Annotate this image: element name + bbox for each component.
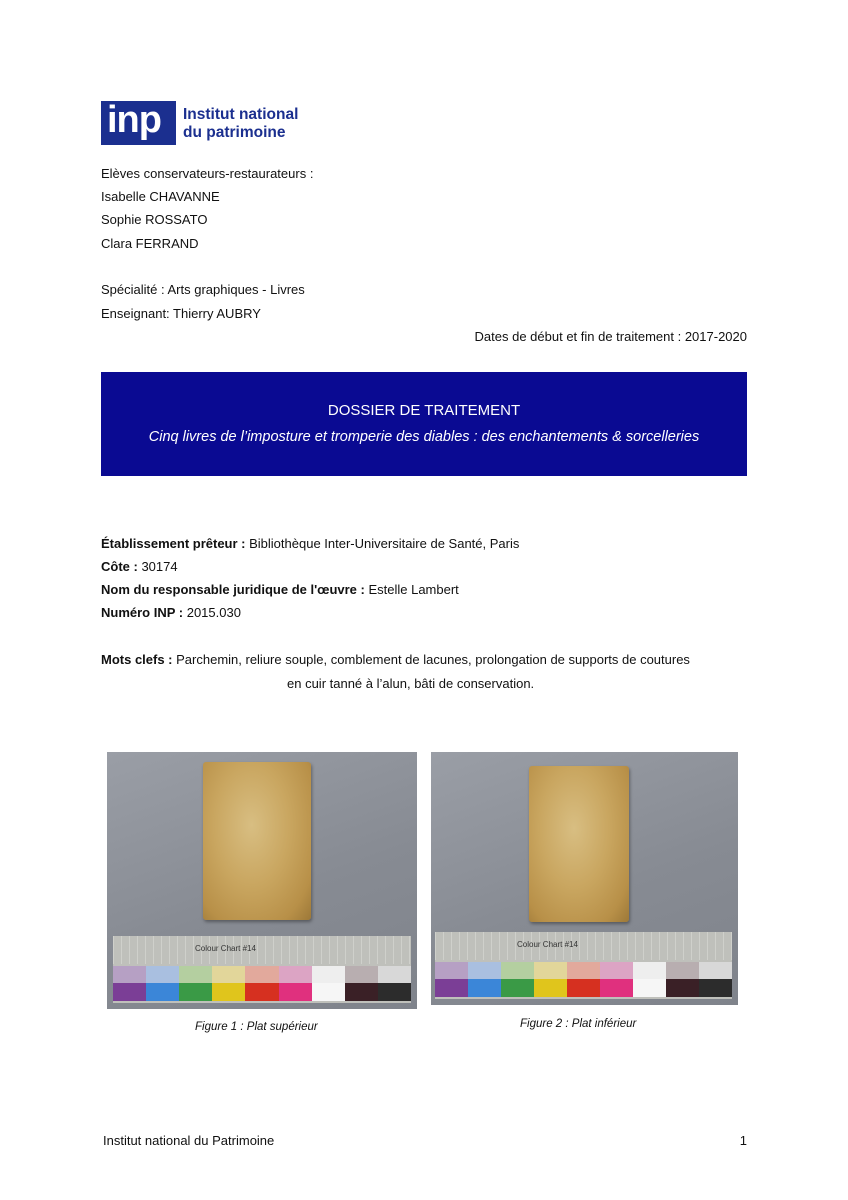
colour-swatch [567, 979, 600, 997]
students-heading: Elèves conservateurs-restaurateurs : [101, 166, 314, 181]
colour-swatch [378, 966, 411, 983]
title-banner [101, 372, 747, 476]
keywords-label: Mots clefs : [101, 652, 173, 667]
colour-swatch [633, 962, 666, 979]
colour-swatch [146, 966, 179, 983]
colour-swatch [245, 983, 278, 1001]
colour-swatch [435, 979, 468, 997]
student-name: Isabelle CHAVANNE [101, 189, 220, 204]
colour-swatch [312, 983, 345, 1001]
responsable-label: Nom du responsable juridique de l'œuvre : [101, 582, 365, 597]
logo-mark [101, 101, 176, 145]
logo-line-2: du patrimoine [183, 124, 286, 141]
page-number: 1 [739, 1133, 747, 1148]
book-cover-image [203, 762, 311, 920]
colour-swatch [534, 979, 567, 997]
colour-chart [435, 932, 732, 999]
info-cote [101, 559, 178, 575]
book-cover-image [529, 766, 629, 922]
colour-chart-label: Colour Chart #14 [195, 944, 256, 953]
logo-text [183, 106, 298, 142]
enseignant: Enseignant: Thierry AUBRY [101, 306, 261, 321]
colour-swatch [468, 962, 501, 979]
inp-label: Numéro INP : [101, 605, 184, 620]
colour-swatch [345, 966, 378, 983]
colour-swatch [312, 966, 345, 983]
swatch-row-top [435, 962, 732, 979]
colour-swatch [212, 966, 245, 983]
footer-institution: Institut national du Patrimoine [103, 1133, 275, 1148]
etablissement-value: Bibliothèque Inter-Universitaire de Santé, Paris [245, 536, 520, 551]
colour-swatch [279, 966, 312, 983]
student-name: Sophie ROSSATO [101, 212, 208, 227]
inp-logo [101, 101, 311, 147]
colour-chart-label: Colour Chart #14 [517, 940, 578, 949]
info-inp [101, 605, 241, 621]
colour-swatch [468, 979, 501, 997]
swatch-row-top [113, 966, 411, 983]
colour-swatch [212, 983, 245, 1001]
info-responsable [101, 582, 459, 598]
figure-1-caption: Figure 1 : Plat supérieur [195, 1021, 318, 1033]
banner-title: DOSSIER DE TRAITEMENT [327, 402, 521, 419]
figure-2-caption: Figure 2 : Plat inférieur [520, 1018, 637, 1030]
colour-swatch [113, 983, 146, 1001]
colour-swatch [600, 979, 633, 997]
etablissement-label: Établissement prêteur : [101, 536, 246, 551]
figure-1-photo [107, 752, 417, 1009]
treatment-dates: Dates de début et fin de traitement : 2017-2020 [474, 329, 747, 344]
colour-swatch [699, 962, 732, 979]
logo-acronym: inp [107, 99, 161, 141]
figure-2-photo [431, 752, 738, 1005]
colour-swatch [501, 962, 534, 979]
keywords-line-1 [101, 652, 690, 668]
cote-label: Côte : [101, 559, 138, 574]
inp-value: 2015.030 [183, 605, 241, 620]
colour-swatch [501, 979, 534, 997]
colour-swatch [146, 983, 179, 1001]
colour-swatch [245, 966, 278, 983]
colour-swatch [113, 966, 146, 983]
banner-subtitle: Cinq livres de l’imposture et tromperie des diables : des enchantements & sorcelleries [148, 429, 700, 445]
colour-swatch [279, 983, 312, 1001]
logo-line-1: Institut national [183, 106, 299, 123]
colour-swatch [600, 962, 633, 979]
cote-value: 30174 [137, 559, 178, 574]
specialite: Spécialité : Arts graphiques - Livres [101, 282, 305, 297]
colour-swatch [345, 983, 378, 1001]
keywords-line-2: en cuir tanné à l’alun, bâti de conservation. [287, 676, 535, 691]
student-name: Clara FERRAND [101, 236, 199, 251]
colour-swatch [179, 966, 212, 983]
colour-swatch [534, 962, 567, 979]
colour-chart [113, 936, 411, 1003]
keywords-text: Parchemin, reliure souple, comblement de lacunes, prolongation de supports de coutures [172, 652, 690, 667]
colour-swatch [666, 962, 699, 979]
colour-swatch [666, 979, 699, 997]
colour-swatch [435, 962, 468, 979]
colour-swatch [699, 979, 732, 997]
colour-swatch [567, 962, 600, 979]
info-etablissement [101, 536, 519, 552]
swatch-row-bottom [113, 983, 411, 1001]
swatch-row-bottom [435, 979, 732, 997]
colour-swatch [633, 979, 666, 997]
colour-swatch [378, 983, 411, 1001]
responsable-value: Estelle Lambert [364, 582, 459, 597]
colour-swatch [179, 983, 212, 1001]
